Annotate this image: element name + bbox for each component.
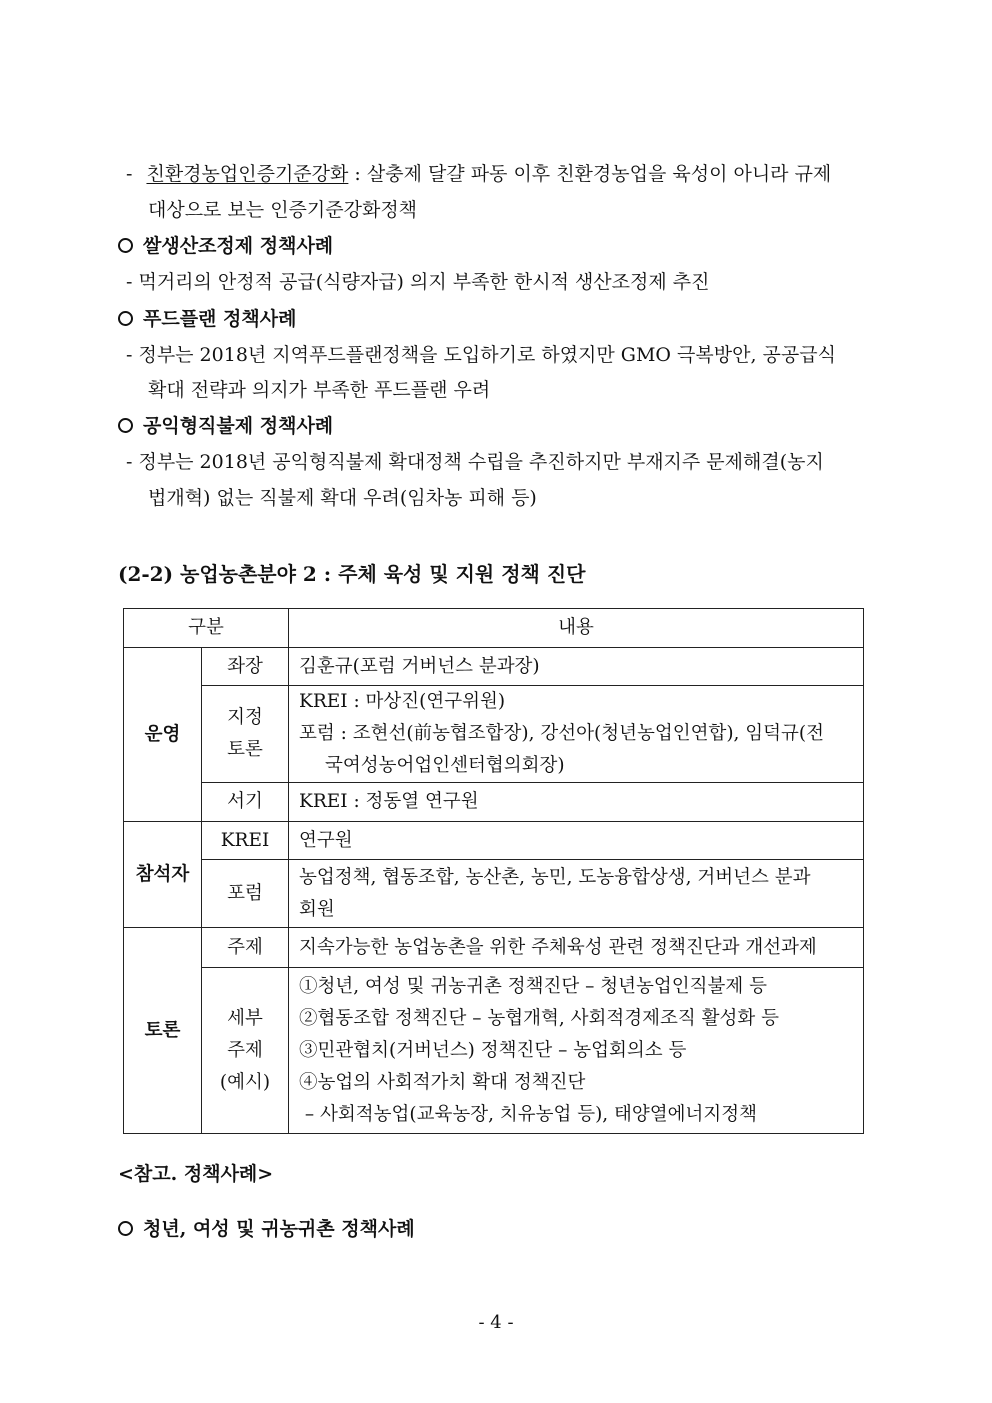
- table-row: [124, 928, 864, 968]
- info-table: [123, 608, 864, 1134]
- section-subheading: (2-2) 농업농촌분야 2 : 주체 육성 및 지원 정책 진단: [118, 562, 586, 586]
- section-rice-line1: - 먹거리의 안정적 공급(식량자급) 의지 부족한 한시적 생산조정제 추진: [126, 271, 710, 293]
- sub-label-secretary: 서기: [202, 783, 289, 822]
- section-rice-heading: [118, 237, 333, 256]
- section-food-line1: - 정부는 2018년 지역푸드플랜정책을 도입하기로 하였지만 GMO 극복방안, 공공급식: [126, 344, 836, 366]
- section-food-heading: [118, 310, 296, 329]
- row-label-operation: 운영: [124, 648, 202, 822]
- reference-heading: <참고. 정책사례>: [118, 1163, 274, 1185]
- table-row: [124, 648, 864, 686]
- circle-bullet-icon: [118, 1221, 133, 1236]
- section-direct-line2: 법개혁) 없는 직불제 확대 우려(임차농 피해 등): [148, 487, 537, 509]
- table-row: [124, 783, 864, 822]
- table-header-row: [124, 609, 864, 648]
- forum-line-1: 농업정책, 협동조합, 농산촌, 농민, 도농융합상생, 거버넌스 분과: [299, 866, 811, 888]
- para1-rest: : 살충제 달걀 파동 이후 친환경농업을 육성이 아니라 규제: [348, 163, 832, 185]
- cell-krei: 연구원: [289, 822, 864, 860]
- cell-detail-topics: [289, 968, 864, 1134]
- para1-underlined-term: 친환경농업인증기준강화: [146, 163, 349, 185]
- cell-topic: 지속가능한 농업농촌을 위한 주체육성 관련 정책진단과 개선과제: [289, 928, 864, 968]
- sub-label-detail-topics: [202, 968, 289, 1134]
- circle-bullet-icon: [118, 238, 133, 253]
- page-number: - 4 -: [478, 1312, 514, 1333]
- detail-item: – 사회적농업(교육농장, 치유농업 등), 태양열에너지정책: [299, 1103, 758, 1125]
- para1-line1: [126, 165, 831, 184]
- sub-label-discussant: [202, 686, 289, 783]
- detail-label-2: 주제: [227, 1039, 263, 1061]
- cell-forum: [289, 860, 864, 928]
- discussant-line-1: KREI : 마상진(연구위원): [299, 691, 506, 712]
- table-row: [124, 822, 864, 860]
- row-label-discussion: 토론: [124, 928, 202, 1134]
- detail-item: ②협동조합 정책진단 – 농협개혁, 사회적경제조직 활성화 등: [299, 1007, 779, 1029]
- section-direct-line1: - 정부는 2018년 공익형직불제 확대정책 수립을 추진하지만 부재지주 문제해결(농지: [126, 451, 824, 473]
- detail-item: ④농업의 사회적가치 확대 정책진단: [299, 1071, 586, 1093]
- table-row: [124, 968, 864, 1134]
- section-food-line2: 확대 전략과 의지가 부족한 푸드플랜 우려: [148, 379, 491, 401]
- header-content: 내용: [289, 609, 864, 648]
- sub-label-krei: KREI: [202, 822, 289, 860]
- forum-line-2: 회원: [299, 898, 335, 920]
- table-row: [124, 860, 864, 928]
- cell-chair: 김훈규(포럼 거버넌스 분과장): [289, 648, 864, 686]
- sub-label-chair: 좌장: [202, 648, 289, 686]
- section-food-title: 푸드플랜 정책사례: [143, 308, 297, 330]
- section-youth-heading: [118, 1220, 415, 1239]
- detail-item: ③민관협치(거버넌스) 정책진단 – 농업회의소 등: [299, 1039, 687, 1061]
- section-direct-heading: [118, 417, 333, 436]
- detail-item: ①청년, 여성 및 귀농귀촌 정책진단 – 청년농업인직불제 등: [299, 975, 767, 997]
- para1-line2: 대상으로 보는 인증기준강화정책: [148, 199, 418, 221]
- section-direct-title: 공익형직불제 정책사례: [143, 415, 334, 437]
- table-row: [124, 686, 864, 783]
- discussant-line-3: 국여성농어업인센터협의회장): [325, 755, 565, 776]
- detail-label-1: 세부: [227, 1007, 263, 1029]
- para1-dash: -: [126, 163, 133, 185]
- row-label-attendees: 참석자: [124, 822, 202, 928]
- cell-discussants: [289, 686, 864, 783]
- discussant-label-text: 지정 토론: [227, 707, 263, 760]
- detail-label-3: (예시): [219, 1071, 271, 1093]
- circle-bullet-icon: [118, 311, 133, 326]
- circle-bullet-icon: [118, 418, 133, 433]
- sub-label-forum: 포럼: [202, 860, 289, 928]
- header-category: 구분: [124, 609, 289, 648]
- sub-label-topic: 주제: [202, 928, 289, 968]
- cell-secretary: KREI : 정동열 연구원: [289, 783, 864, 822]
- section-rice-title: 쌀생산조정제 정책사례: [143, 235, 334, 257]
- discussant-line-2: 포럼 : 조현선(前농협조합장), 강선아(청년농업인연합), 임덕규(전: [299, 723, 825, 744]
- section-youth-title: 청년, 여성 및 귀농귀촌 정책사례: [143, 1218, 415, 1240]
